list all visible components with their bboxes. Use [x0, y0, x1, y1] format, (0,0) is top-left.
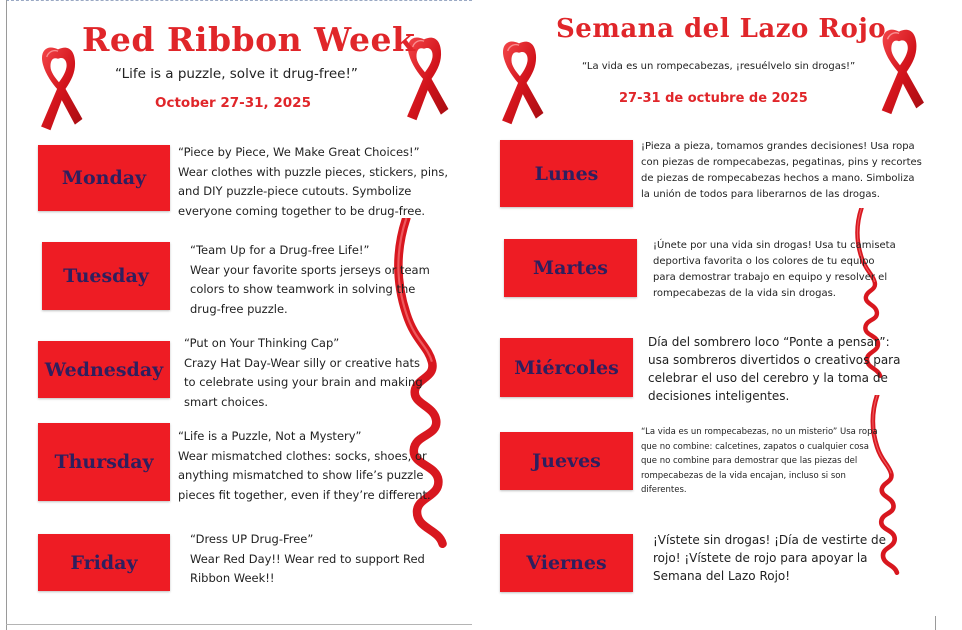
desc-line: to celebrate using your brain and making	[184, 375, 423, 389]
day-description-miercoles	[648, 333, 900, 405]
red-ribbon-icon	[490, 34, 548, 128]
english-flyer	[7, 0, 473, 630]
day-label: Friday	[70, 551, 138, 574]
event-dates: October 27-31, 2025	[155, 95, 311, 111]
day-description-viernes	[653, 531, 886, 585]
day-label: Tuesday	[63, 265, 149, 287]
desc-line: drug-free puzzle.	[190, 301, 288, 316]
desc-line: de piezas de rompecabezas hechos a mano. Simboliza	[641, 173, 915, 184]
day-box-martes	[504, 239, 637, 297]
desc-line: “La vida es un rompecabezas, no un misterio” Usa ropa	[641, 427, 878, 437]
day-label: Monday	[61, 167, 147, 189]
desc-line: celebrar el uso del cerebro y la toma de	[648, 371, 888, 385]
desc-line: para demostrar trabajo en equipo y resolver el	[653, 272, 888, 283]
page-title: Semana del Lazo Rojo	[556, 14, 887, 44]
day-description-wednesday	[184, 334, 423, 412]
day-label: Martes	[533, 257, 608, 279]
desc-line: Ribbon Week!!	[190, 571, 275, 585]
desc-line: Wear your favorite sports jerseys or team	[190, 262, 430, 277]
desc-line: rompecabezas de la vida encajan, incluso si son	[641, 470, 846, 481]
day-box-viernes	[500, 534, 633, 592]
desc-line: decisiones inteligentes.	[648, 389, 790, 403]
day-box-monday	[38, 145, 170, 211]
desc-line: colors to show teamwork in solving the	[190, 282, 416, 296]
desc-line: pieces fit together, even if they’re different.	[178, 487, 431, 502]
desc-line: ¡Vístete sin drogas! ¡Día de vestirte de	[653, 533, 887, 547]
desc-line: rojo! ¡Vístete de rojo para apoyar la	[653, 551, 868, 565]
day-box-wednesday	[38, 341, 170, 398]
day-label: Miércoles	[514, 356, 619, 379]
day-label: Thursday	[54, 451, 154, 473]
event-dates: 27-31 de octubre de 2025	[619, 91, 808, 106]
desc-line: rompecabezas de la vida sin drogas.	[653, 288, 836, 299]
day-box-miercoles	[500, 338, 633, 397]
desc-line: Día del sombrero loco “Ponte a pensar”:	[648, 335, 890, 349]
day-box-tuesday	[42, 242, 170, 310]
desc-line: deportiva favorita o los colores de tu equipo	[653, 256, 875, 267]
day-description-tuesday	[190, 241, 430, 319]
desc-line: ¡Pieza a pieza, tomamos grandes decisiones! Usa ropa	[641, 141, 915, 152]
desc-line: and DIY puzzle-piece cutouts. Symbolize	[178, 184, 412, 198]
spanish-flyer	[478, 0, 936, 630]
day-description-martes	[653, 238, 896, 302]
desc-line: everyone coming together to be drug-free.	[178, 203, 426, 218]
desc-line: usa sombreros divertidos o creativos para	[648, 353, 901, 367]
desc-line: Semana del Lazo Rojo!	[653, 569, 791, 583]
day-box-friday	[38, 534, 170, 591]
desc-line: “Put on Your Thinking Cap”	[184, 336, 340, 350]
day-description-jueves	[641, 425, 878, 498]
desc-line: ¡Únete por una vida sin drogas! Usa tu camiseta	[653, 240, 896, 251]
day-label: Wednesday	[44, 358, 164, 381]
page-title: Red Ribbon Week	[82, 20, 416, 59]
desc-line: anything mismatched to show life’s puzzle	[178, 468, 424, 482]
day-box-lunes	[500, 140, 633, 207]
theme-motto: “La vida es un rompecabezas, ¡resuélvelo sin drogas!”	[582, 61, 856, 72]
day-description-monday	[178, 143, 448, 221]
desc-line: que no combine: calcetines, zapatos o cualquier cosa	[641, 441, 869, 452]
day-description-friday	[190, 530, 425, 589]
desc-line: diferentes.	[641, 485, 687, 495]
desc-line: Wear clothes with puzzle pieces, stickers, pins,	[178, 164, 448, 179]
desc-line: Wear Red Day!! Wear red to support Red	[190, 551, 425, 566]
day-label: Lunes	[534, 162, 599, 185]
red-ribbon-icon	[29, 40, 87, 134]
desc-line: “Piece by Piece, We Make Great Choices!”	[178, 145, 420, 159]
day-label: Jueves	[532, 450, 601, 472]
desc-line: smart choices.	[184, 394, 269, 409]
desc-line: con piezas de rompecabezas, pegatinas, pins y recortes	[641, 157, 922, 168]
day-label: Viernes	[526, 552, 607, 574]
desc-line: “Life is a Puzzle, Not a Mystery”	[178, 429, 362, 443]
desc-line: que no combine para demostrar que las piezas del	[641, 456, 858, 466]
day-description-lunes	[641, 139, 922, 203]
theme-motto: “Life is a puzzle, solve it drug-free!”	[115, 66, 358, 82]
day-box-jueves	[500, 432, 633, 490]
desc-line: Wear mismatched clothes: socks, shoes, or	[178, 448, 427, 463]
desc-line: “Team Up for a Drug-free Life!”	[190, 243, 370, 257]
day-description-thursday	[178, 427, 431, 505]
desc-line: Crazy Hat Day-Wear silly or creative hats	[184, 355, 421, 370]
day-box-thursday	[38, 423, 170, 501]
desc-line: “Dress UP Drug-Free”	[190, 532, 314, 546]
desc-line: la unión de todos para liberarnos de las drogas.	[641, 189, 880, 200]
